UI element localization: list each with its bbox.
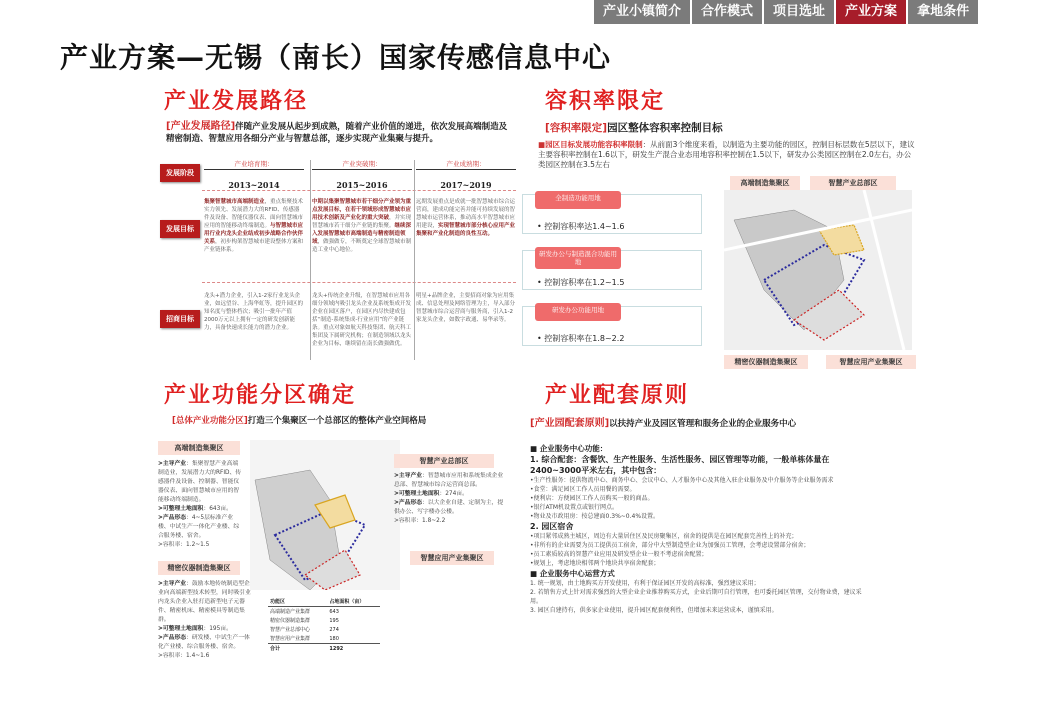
dev-path-subtitle [166, 121, 511, 145]
zoning-subtitle-text: 打造三个集聚区一个总部区的整体产业空间格局 [247, 416, 427, 426]
far-subtitle [545, 120, 723, 135]
row-label-goal: 发展目标 [160, 220, 200, 238]
dev-path-table [160, 160, 516, 360]
far-title: 容积率限定 [545, 89, 666, 114]
phase-goal: 远期发展重点是成就一批智慧城市综合运营商，建成功能完善并能可持续发展的智慧城市运营体系，推动高水平智慧城市应用建设，实现智慧城市部分核心应用产业集聚和产业化制造的良性互动。 [416, 199, 516, 237]
row-label-invest: 招商目标 [160, 310, 200, 328]
map-label-hq: 智慧产业总部区 [810, 176, 896, 190]
support-body: ■ 企业服务中心功能： 1. 综合配套：含餐饮、生产性服务、生活性服务、园区管理等功能，一般单栋体量在2400~3000平米左右，其中包含： •生产性服务：提供物流中心、商务中心、会议中心、人才服务中心及其他入驻企业服务及中介服务等企业服务需求 •食堂：满足园区工作人员用餐的需要。 •便利店：方便园区工作人员购买一般的商品。 •银行ATM机设置点或银行网点。 •物业及市政用房：按总建面0.3%~0.4%设置。 2. 园区宿舍 •项目紧邻成熟主城区，周边有大量居住区及民房聚集区，宿舍的提供是在园区配套完善性上的补充； •非所有的企业需要为员工提供员工宿舍，部分中大型制造型企业为加强员工管理，会考虑设置部分宿舍； •员工素质较高的智慧产业应用及研发型企业一般不考虑宿舍配置； •规划上，考虑地块相邻两个地块共享宿舍配套； ■ 企业服务中心运营方式 1. 统一规划，由土地购买方开发使用，有利于保证园区开发的高标准，强烈建议采用； 2. 若销售方式上针对需求强烈的大型企业企业推荐购买方式，企业后期可自行管理，也可委托园区管理，交付物业费，建议采用。 3. 园区自建持有，供多家企业使用，提升园区配套便利性，但增加未来运营成本，谨慎采用。 [530, 444, 862, 614]
support-subtitle-text: 以扶持产业及园区管理和服务企业的企业服务中心 [609, 419, 797, 429]
zone-label-high-end: 高端制造集聚区 [158, 441, 240, 455]
site-plan-diagram [724, 190, 912, 350]
tab-industry-plan[interactable]: 产业方案 [836, 0, 908, 24]
support-subtitle [530, 414, 796, 429]
zoning-area-table: 功能区 占地面积（亩） 高端制造产业集群 643 精密仪器制造集群 195 智慧产业总部中心 274 智慧应用产业集群 180 合计 1292 [268, 597, 380, 653]
phase-invest: 明星+品牌企业，主要招商对象为应用集成、信息处理及网络管理为主，导入部分智慧城市综合运营商与服务商，引入1-2家龙头企业，如数字政通、易华录等。 [416, 293, 516, 323]
zoning-site-map [250, 440, 400, 590]
zone-details-hq: >主导产业：智慧城市应用和系统集成企业总部、智慧城市综合运营商总部。 >可整理土地面积：274亩。 >产品形态：以大企业自建、定制为主，提供办公、写字楼办公楼。 >容积率：1.8~2.2 [394, 473, 504, 524]
phase-years: 2015~2016 [336, 180, 388, 190]
phase-invest: 龙头+潜力企业，引入1-2家行业龙头企业，如远望谷、上海华虹等，提升园区的知名度与整体档次；吸引一批年产值2000万元以上拥有一定的研发创新能力，具备快速成长能力的潜力企业。 [204, 293, 304, 331]
tab-cooperation-mode[interactable]: 合作模式 [692, 0, 764, 24]
phase-column-3 [416, 160, 516, 360]
table-total-row: 合计 1292 [268, 644, 380, 654]
far-box-value: • 控制容积率在1.2~1.5 [537, 278, 625, 287]
table-row: 精密仪器制造集群 195 [270, 617, 339, 624]
zone-label-precision: 精密仪器制造集聚区 [158, 561, 240, 575]
far-box-value: • 控制容积率在1.8~2.2 [537, 334, 625, 343]
phase-label: 产业突破期： [312, 160, 412, 170]
phase-label: 产业成熟期： [416, 160, 516, 170]
zone-details-precision: >主导产业：鼓励本地传统制造型企业向高端新型技术转型，同时吸引业内龙头企业入驻打造新型电子元器件、精密机床、精密模具等制造集群。 >可整理土地面积：195亩。 >产品形态：研发楼、中试生产一体化产业楼、综合服务楼、宿舍。 >容积率：1.4~1.6 [158, 581, 251, 659]
site-plan-diagram [250, 440, 400, 590]
tab-site-selection[interactable]: 项目选址 [764, 0, 836, 24]
support-title: 产业配套原则 [545, 383, 690, 408]
zone-label-hq: 智慧产业总部区 [394, 454, 494, 468]
zoning-title: 产业功能分区确定 [164, 383, 357, 408]
zoning-subtitle-tag: [总体产业功能分区] [172, 416, 248, 426]
far-box-value: • 控制容积率达1.4~1.6 [537, 222, 625, 231]
page-title: 产业方案—无锡（南长）国家传感信息中心 [60, 41, 612, 74]
zone-label-smart-app: 智慧应用产业集聚区 [410, 551, 494, 565]
phase-years: 2017~2019 [440, 180, 492, 190]
dev-path-subtitle-tag: [产业发展路径] [166, 121, 236, 132]
phase-invest: 龙头+传统企业升级，在智慧城市应用各细分领域内吸引龙头企业及系统集成开发企业在园区落户，在园区内尽快建成包括“制造-系统集成-行业应用”的产业链条。重点对象如航天科技集团、航天科工集团及下属研究机构；在制造领域以龙头企业为目标，继续留在南长做强做优。 [312, 293, 412, 347]
far-box-tag: 研发办公功能用地 [535, 303, 621, 321]
phase-label: 产业培育期： [204, 160, 304, 170]
top-nav [594, 0, 980, 24]
table-row: 智慧应用产业集群 180 [270, 635, 339, 642]
column-divider [414, 160, 415, 360]
tab-land-conditions[interactable]: 拿地条件 [908, 0, 980, 24]
column-divider [310, 160, 311, 360]
zone-details-high-end: >主导产业：集聚智慧产业高端制造业，发展潜力大的RFID、传感器件及设备、控制器、智能仪器仪表、面向智慧城市应用的智能移动终端制造。 >可整理土地面积：643亩。 >产品形态：4~5层标准产业楼、中试生产一体化产业楼、综合服务楼、宿舍。 >容积率：1.2~1.5 [158, 461, 242, 548]
row-label-stage: 发展阶段 [160, 164, 200, 182]
phase-column-1 [204, 160, 304, 360]
phase-goal: 中期以集聚智慧城市若干细分产业领为重点发展目标，在若干领域形成智慧城市应用技术创新及产业化的重大突破，并实现智慧城市若干细分产业链的集聚。继续深入发展智慧城市高端制造与精密制造领域，做强做专，不断奠定全球智慧城市制造工业中心地位。 [312, 199, 412, 253]
support-subtitle-tag: [产业园配套原则] [530, 418, 610, 429]
far-box-tag: 全制造功能用地 [535, 191, 621, 209]
far-box-rnd-office [522, 306, 702, 346]
table-row: 高端制造产业集群 643 [270, 608, 339, 615]
map-label-high-end: 高端制造集聚区 [730, 176, 800, 190]
zoning-subtitle [172, 414, 426, 426]
far-note: ■园区目标发展功能容积率限制：从前面3个维度来看，以制造为主要功能的园区，控制目标层数在5层以下，建议主要容积率控制在1.6以下，研发生产混合业态用地容积率控制在1.5以下，研发办公类园区控制在2.0左右，办公类园区控制在3.5左右 [538, 140, 915, 169]
dev-path-subtitle-text: 伴随产业发展从起步到成熟，随着产业价值的递进，依次发展高端制造及精密制造、智慧应用各细分产业与智慧总部，逐步实现产业集聚与提升。 [166, 122, 508, 144]
dev-path-title: 产业发展路径 [164, 89, 309, 114]
tab-town-intro[interactable]: 产业小镇简介 [594, 0, 692, 24]
map-label-precision: 精密仪器制造集聚区 [724, 355, 808, 369]
far-box-manufacturing [522, 194, 702, 234]
far-subtitle-text: 园区整体容积率控制目标 [607, 122, 723, 134]
phase-goal: 集聚智慧城市高端制造业，重点集聚技术实力领先、发展潜力大的RFID、传感器件及设备、智能仪器仪表、面向智慧城市应用的智能移动终端制造。与智慧城市应用行业内龙头企业结成初步战略合作伙伴关系，初步构架智慧城市建设整体方案和产业链体系。 [204, 199, 304, 253]
map-label-smart-app: 智慧应用产业集聚区 [826, 355, 916, 369]
phase-column-2 [312, 160, 412, 360]
table-row: 智慧产业总部中心 274 [270, 626, 339, 633]
far-box-mixed [522, 250, 702, 290]
far-box-tag: 研发办公与制造混合功能用地 [535, 247, 621, 269]
far-subtitle-tag: [容积率限定] [545, 122, 608, 134]
far-site-map [724, 190, 912, 350]
phase-years: 2013~2014 [228, 180, 280, 190]
